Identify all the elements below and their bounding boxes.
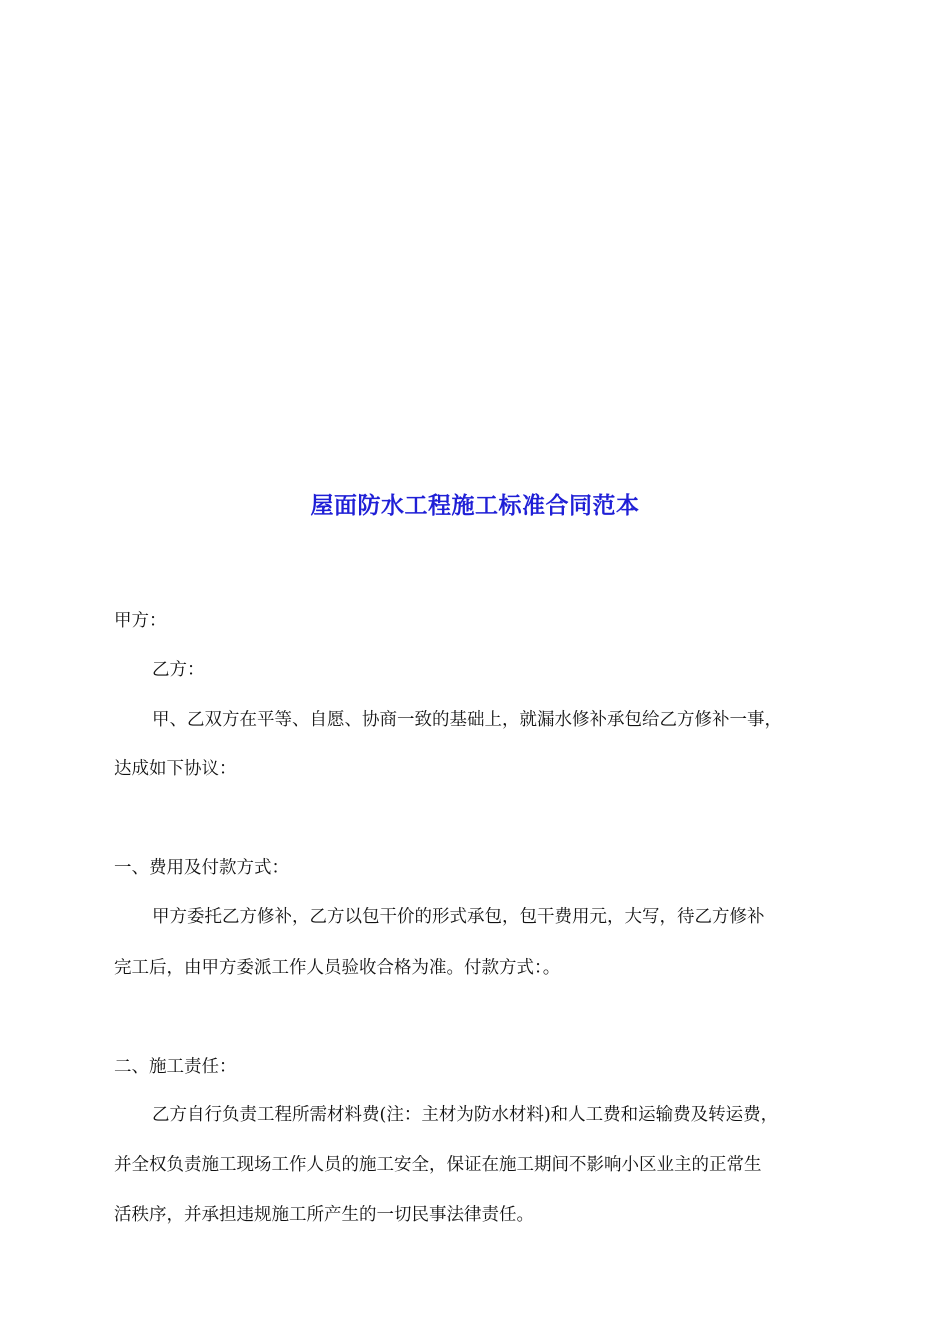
- section-2-line-3: 活秩序，并承担违规施工所产生的一切民事法律责任。: [114, 1205, 534, 1225]
- section-2-heading: 二、施工责任：: [114, 1057, 237, 1077]
- intro-line-2: 达成如下协议：: [114, 759, 237, 779]
- section-2-line-1: 乙方自行负责工程所需材料费(注：主材为防水材料)和人工费和运输费及转运费，: [152, 1105, 779, 1125]
- party-a-label: 甲方：: [114, 611, 167, 631]
- section-2-line-2: 并全权负责施工现场工作人员的施工安全，保证在施工期间不影响小区业主的正常生: [114, 1155, 762, 1175]
- party-b-label: 乙方：: [152, 660, 205, 680]
- section-1-line-1: 甲方委托乙方修补，乙方以包干价的形式承包，包干费用元，大写，待乙方修补: [152, 907, 765, 927]
- section-1-heading: 一、费用及付款方式：: [114, 858, 289, 878]
- section-1-line-2: 完工后，由甲方委派工作人员验收合格为准。付款方式：。: [114, 958, 561, 978]
- intro-line-1: 甲、乙双方在平等、自愿、协商一致的基础上，就漏水修补承包给乙方修补一事，: [152, 710, 782, 730]
- document-title: 屋面防水工程施工标准合同范本: [310, 492, 640, 519]
